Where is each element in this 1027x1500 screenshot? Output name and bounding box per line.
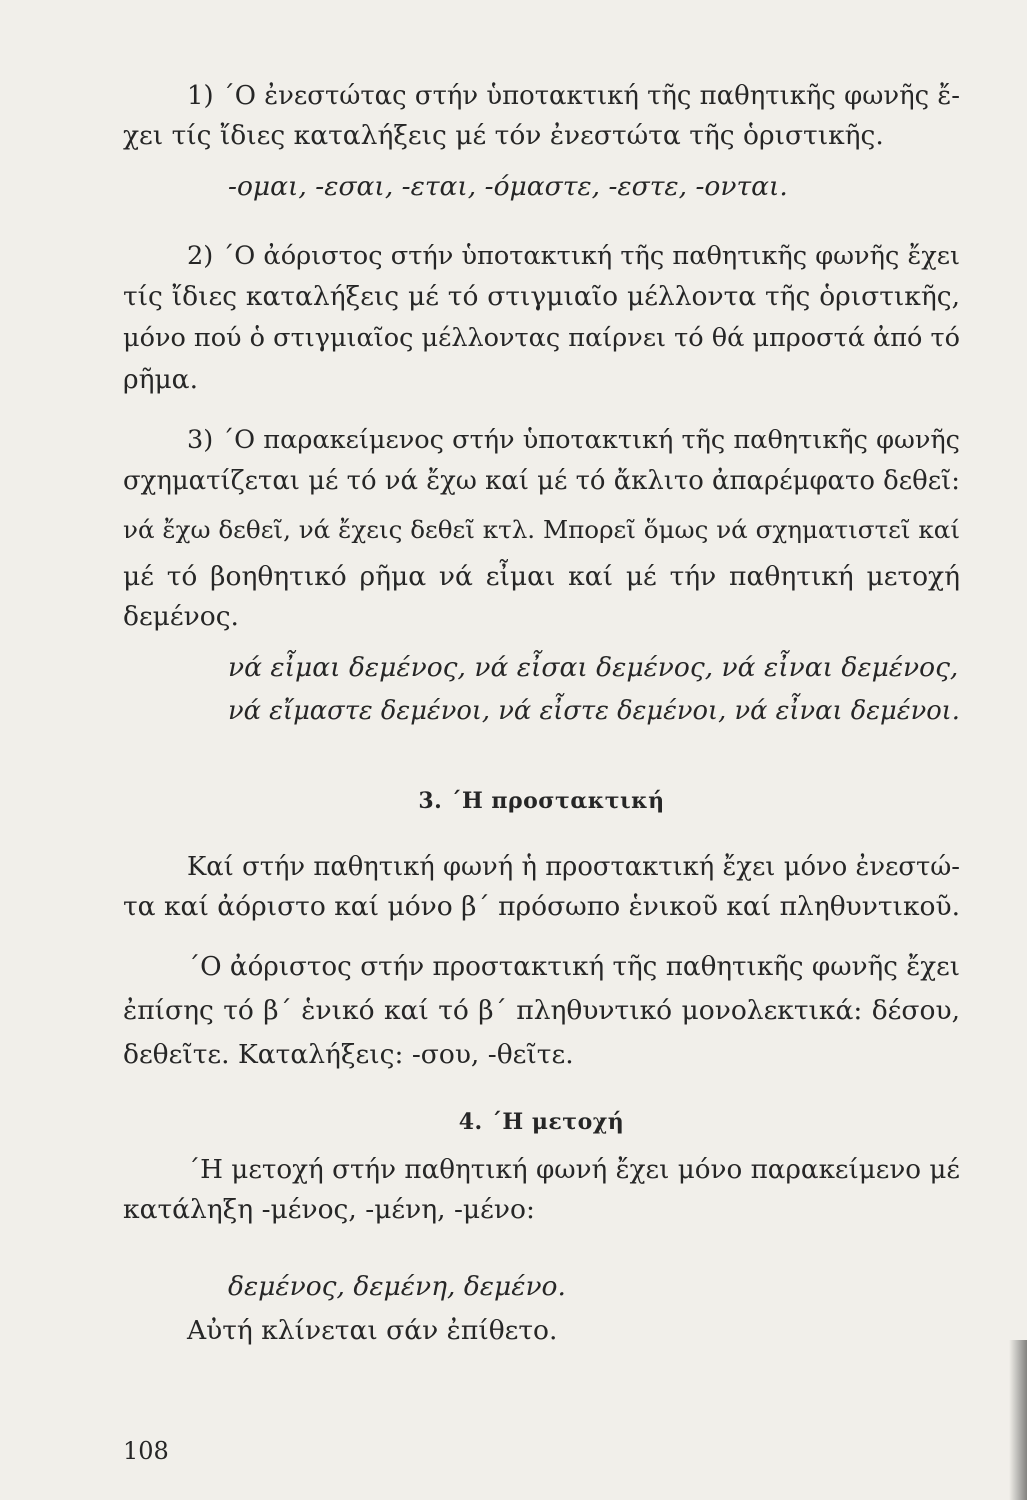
text-line: σχηματίζεται μέ τό νά ἔχω καί μέ τό ἄκλιτο ἀπαρέμφατο δεθεῖ:	[123, 466, 960, 496]
text-line: μόνο πού ὁ στιγμιαῖος μέλλοντας παίρνει τό θά μπροστά ἀπό τό	[123, 323, 960, 353]
text-line: Αὐτή κλίνεται σάν ἐπίθετο.	[187, 1315, 558, 1346]
text-line: μέ τό βοηθητικό ρῆμα νά εἶμαι καί μέ τήν παθητική μετοχή	[123, 561, 960, 592]
section-heading: 3. ΄Η προστακτική	[418, 788, 665, 814]
page-number: 108	[123, 1437, 169, 1465]
text-line: χει τίς ἴδιες καταλήξεις μέ τόν ἐνεστώτα τῆς ὁριστικῆς.	[123, 120, 884, 151]
text-line: ΄Ο ἀόριστος στήν προστακτική τῆς παθητικῆς φωνῆς ἔχει	[187, 952, 960, 982]
text-line: νά ἔχω δεθεῖ, νά ἔχεις δεθεῖ κτλ. Μπορεῖ ὅμως νά σχηματιστεῖ καί	[123, 515, 960, 544]
text-line: 1) ΄Ο ἐνεστώτας στήν ὑποτακτική τῆς παθητικῆς φωνῆς ἔ-	[187, 81, 960, 111]
text-line: ΄Η μετοχή στήν παθητική φωνή ἔχει μόνο παρακείμενο μέ	[187, 1155, 960, 1185]
page-edge-shadow	[1009, 1340, 1027, 1500]
text-line: -ομαι, -εσαι, -εται, -όμαστε, -εστε, -ονται.	[228, 171, 788, 202]
text-line: Καί στήν παθητική φωνή ἡ προστακτική ἔχει μόνο ἐνεστώ-	[187, 852, 960, 882]
text-line: νά εἴμαστε δεμένοι, νά εἶστε δεμένοι, νά εἶναι δεμένοι.	[228, 696, 960, 726]
text-line: τα καί ἀόριστο καί μόνο β΄ πρόσωπο ἑνικοῦ καί πληθυντικοῦ.	[123, 891, 960, 922]
text-line: ρῆμα.	[123, 364, 198, 395]
text-line: κατάληξη -μένος, -μένη, -μένο:	[123, 1194, 535, 1225]
text-line: τίς ἴδιες καταλήξεις μέ τό στιγμιαῖο μέλλοντα τῆς ὁριστικῆς,	[123, 281, 960, 312]
text-line: νά εἶμαι δεμένος, νά εἶσαι δεμένος, νά εἶναι δεμένος,	[228, 652, 959, 683]
text-line: ἐπίσης τό β΄ ἑνικό καί τό β΄ πληθυντικό μονολεκτικά: δέσου,	[123, 995, 960, 1026]
section-heading: 4. ΄Η μετοχή	[458, 1109, 625, 1135]
text-line: 2) ΄Ο ἀόριστος στήν ὑποτακτική τῆς παθητικῆς φωνῆς ἔχει	[187, 241, 960, 271]
text-line: δεμένος.	[123, 601, 239, 632]
text-line: δεθεῖτε. Καταλήξεις: -σου, -θεῖτε.	[123, 1039, 574, 1070]
text-line: 3) ΄Ο παρακείμενος στήν ὑποτακτική τῆς παθητικῆς φωνῆς	[187, 425, 960, 455]
text-line: δεμένος, δεμένη, δεμένο.	[228, 1271, 566, 1302]
